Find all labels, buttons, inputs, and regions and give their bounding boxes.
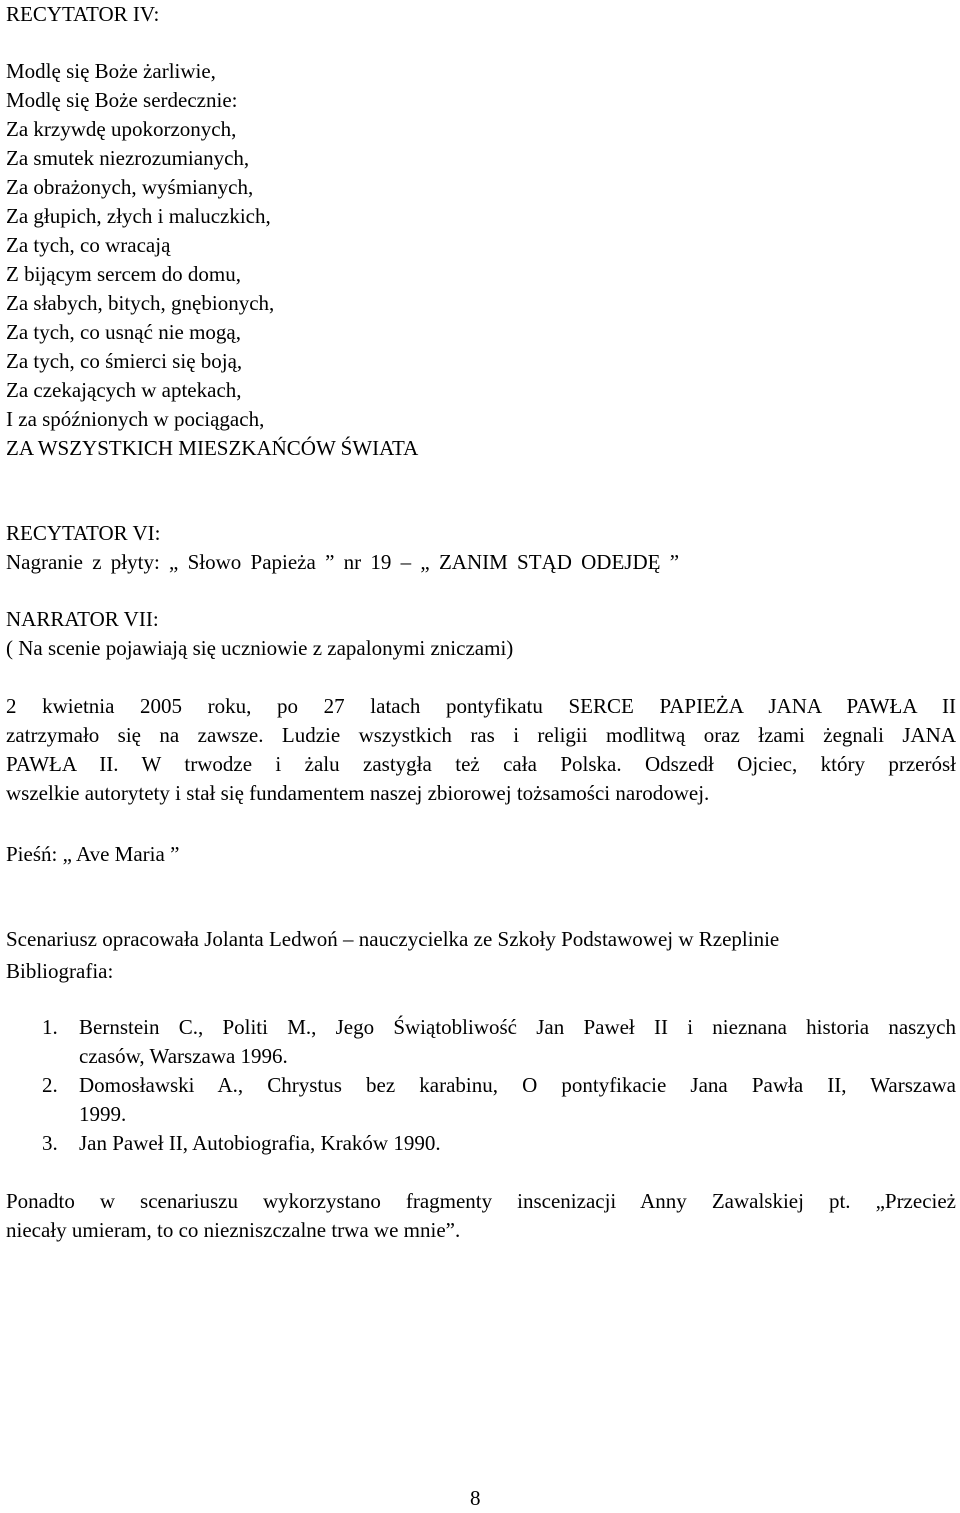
poem-line: Za słabych, bitych, gnębionych, [6,291,275,315]
paragraph-line: 2 kwietnia 2005 roku, po 27 latach pontyfikatu SERCE PAPIEŻA JANA PAWŁA II [6,694,956,718]
poem-line: Modlę się Boże serdecznie: [6,88,238,112]
stage-direction: ( Na scenie pojawiają się uczniowie z zapalonymi zniczami) [6,636,514,660]
poem-line: Za głupich, złych i maluczkich, [6,204,271,228]
bibliography-item-text: czasów, Warszawa 1996. [79,1044,288,1068]
bibliography-item-number: 2. [42,1073,58,1097]
recytator-vi-heading: RECYTATOR VI: [6,521,161,545]
bibliography-heading: Bibliografia: [6,959,114,983]
poem-line: Modlę się Boże żarliwie, [6,59,216,83]
recording-line: Nagranie z płyty: „ Słowo Papieża ” nr 19 – „ ZANIM STĄD ODEJDĘ ” [6,550,680,574]
paragraph-line: PAWŁA II. W trwodze i żalu zastygła też cała Polska. Odszedł Ojciec, który przerósł [6,752,956,776]
poem-line: Za tych, co wracają [6,233,171,257]
author-line: Scenariusz opracowała Jolanta Ledwoń – nauczycielka ze Szkoły Podstawowej w Rzeplinie [6,927,780,951]
paragraph-line: wszelkie autorytety i stał się fundamentem naszej zbiorowej tożsamości narodowej. [6,781,710,805]
song-line: Pieśń: „ Ave Maria ” [6,842,180,866]
bibliography-item-text: 1999. [79,1102,127,1126]
closing-line: Ponadto w scenariuszu wykorzystano fragmenty inscenizacji Anny Zawalskiej pt. „Przecież [6,1189,956,1213]
poem-line: Za tych, co usnąć nie mogą, [6,320,241,344]
poem-line: Za krzywdę upokorzonych, [6,117,237,141]
poem-line: Z bijącym sercem do domu, [6,262,242,286]
recytator-iv-heading: RECYTATOR IV: [6,2,160,26]
poem-line: Za czekających w aptekach, [6,378,242,402]
poem-line: Za tych, co śmierci się boją, [6,349,243,373]
poem-line: Za smutek niezrozumianych, [6,146,250,170]
bibliography-item-number: 3. [42,1131,58,1155]
paragraph-line: zatrzymało się na zawsze. Ludzie wszystkich ras i religii modlitwą oraz łzami żegnali JANA [6,723,956,747]
bibliography-item-text: Domosławski A., Chrystus bez karabinu, O pontyfikacie Jana Pawła II, Warszawa [79,1073,956,1097]
narrator-vii-heading: NARRATOR VII: [6,607,159,631]
poem-line: I za spóźnionych w pociągach, [6,407,265,431]
poem-line: ZA WSZYSTKICH MIESZKAŃCÓW ŚWIATA [6,436,419,460]
closing-line: niecały umieram, to co niezniszczalne trwa we mnie”. [6,1218,461,1242]
poem-line: Za obrażonych, wyśmianych, [6,175,254,199]
bibliography-item-text: Jan Paweł II, Autobiografia, Kraków 1990. [79,1131,441,1155]
bibliography-item-text: Bernstein C., Politi M., Jego Świątobliwość Jan Paweł II i nieznana historia naszych [79,1015,956,1039]
page-number: 8 [470,1486,481,1510]
bibliography-item-number: 1. [42,1015,58,1039]
